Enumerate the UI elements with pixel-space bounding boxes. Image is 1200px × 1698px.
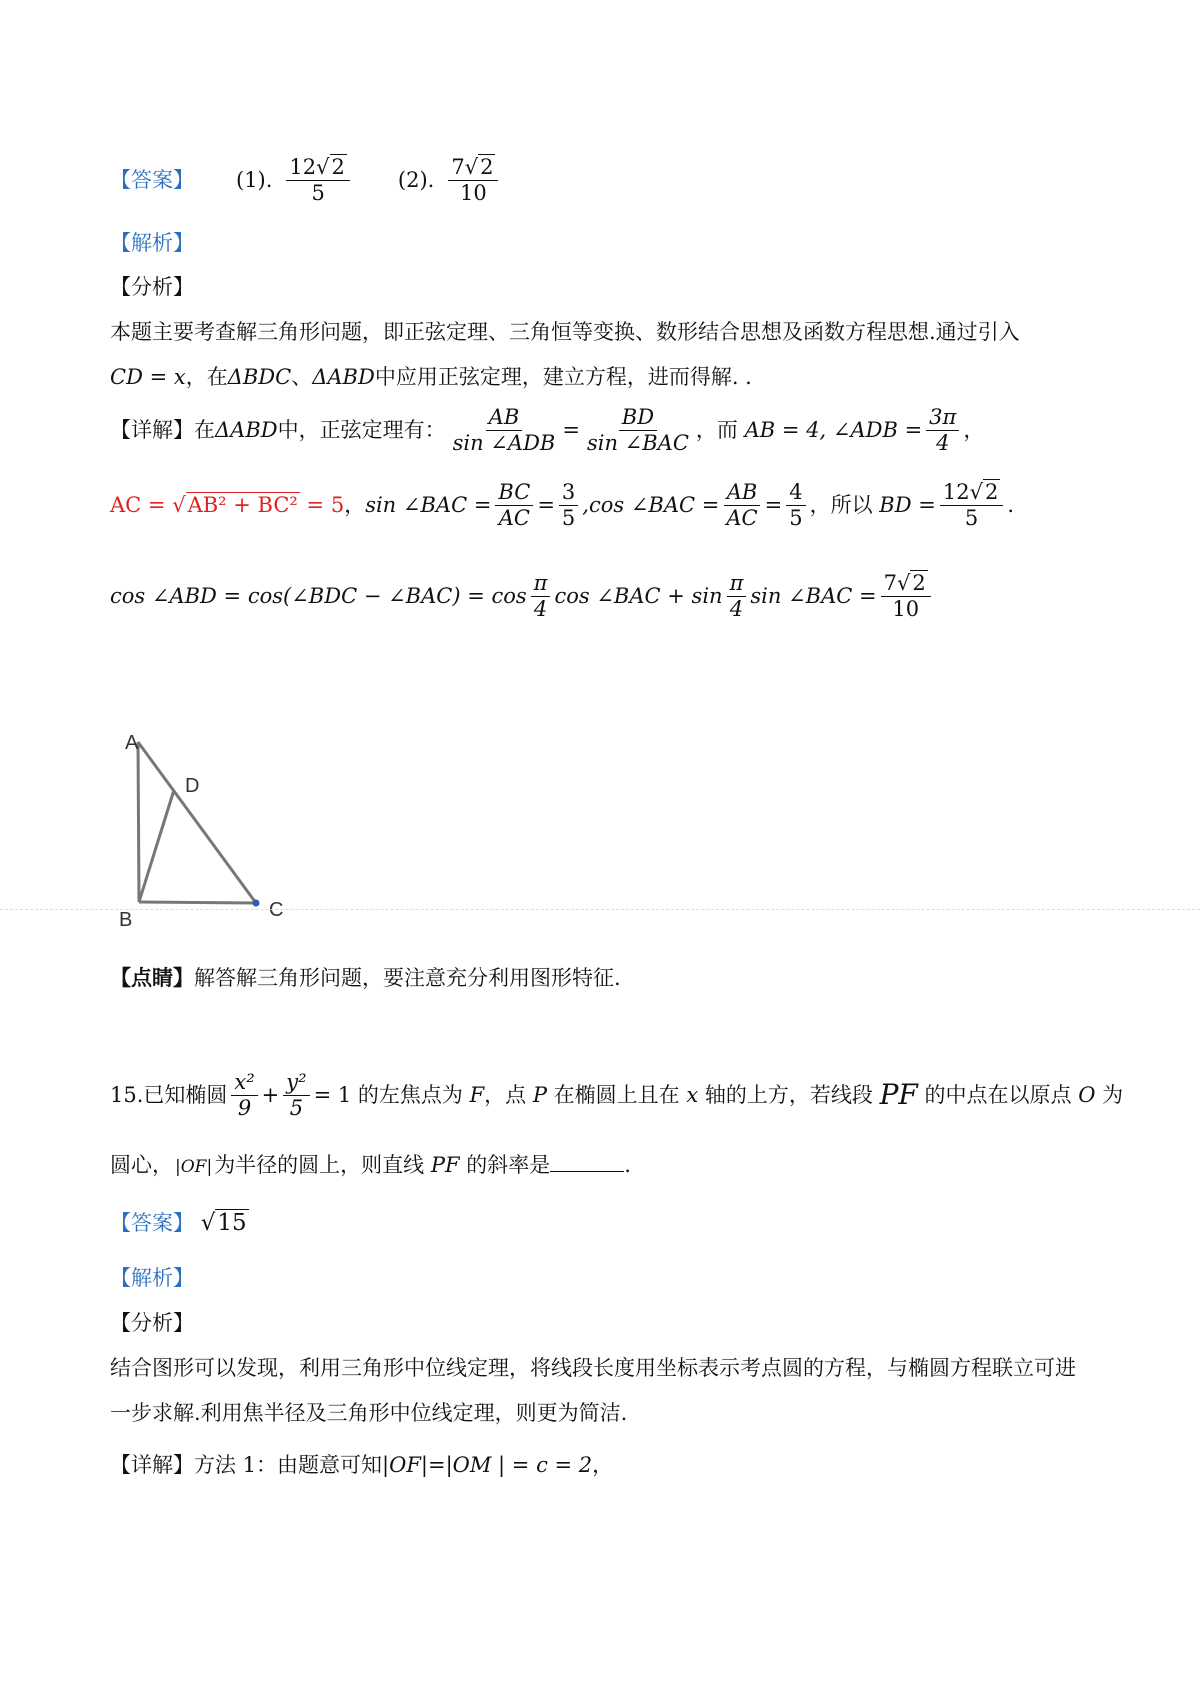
ac-formula-red: AC = √AB² + BC² = 5: [110, 493, 345, 517]
point-c: [253, 900, 260, 907]
fenxi-text-15-line1: 结合图形可以发现，利用三角形中位线定理，将线段长度用坐标表示考点圆的方程，与椭圆方程联立可进: [110, 1356, 1076, 1380]
answer-2-prefix: (2).: [397, 168, 435, 192]
answer-line-15: 【答案】 √15: [110, 1210, 247, 1236]
question-15-line1: 15.已知椭圆 $\frac{\text{x²}}{9}$ + $\frac{\text{y²}}{5}$ = 1 的左焦点为 F ，点 P 在椭圆上且在 x 轴的上方，若线段 PF 的中点在以原点 O 为: [110, 1070, 1124, 1120]
label-b: B: [119, 909, 133, 930]
answer-2-fraction: $\frac{7√2}{10}$: [448, 155, 498, 204]
fraction-cos-abd-value: $\frac{7√2}{10}$: [881, 571, 931, 620]
xiangjie-14-line2: AC = √AB² + BC² = 5 ， sin ∠BAC = $\frac{BC}{AC}$ = $\frac{3}{5}$ ,cos ∠BAC = $\frac{AB}{AC}$ = $\frac{4}{5}$ ，所以 BD = $\frac{12√2}{5}$ .: [110, 480, 1015, 530]
xiangjie-14-line3: cos ∠ABD = cos(∠BDC − ∠BAC) = cos $\frac{\pi}{4}$ cos ∠BAC + sin $\frac{\pi}{4}$ sin ∠BAC = $\frac{7√2}{10}$: [110, 566, 935, 626]
xiangjie-tag-15: 【详解】: [110, 1453, 194, 1477]
xiangjie-14-line1: 【详解】 在 ΔABD 中，正弦定理有： $\frac{AB}{\text{sin ∠ADB}}$ = $\frac{BD}{\text{sin ∠BAC}}$ ，而 AB = 4, ∠ADB = $\frac{3\pi}{4}$ ，: [110, 405, 985, 455]
dianjing-14: 【点睛】解答解三角形问题，要注意充分利用图形特征.: [110, 965, 621, 990]
label-a: A: [125, 732, 139, 754]
fraction-3pi-over-4: $\frac{3\pi}{4}$: [926, 405, 959, 454]
fenxi-text-15-line2: 一步求解.利用焦半径及三角形中位线定理，则更为简洁.: [110, 1401, 628, 1425]
label-c: C: [269, 899, 284, 921]
answer-blank: [550, 1151, 624, 1172]
fraction-bd-value: $\frac{12√2}{5}$: [940, 480, 1004, 529]
question-15-line2: 圆心， |OF|为半径的圆上，则直线 PF 的斜率是 .: [110, 1153, 631, 1177]
fraction-ab-over-sin-adb: $\frac{AB}{\text{sin ∠ADB}}$: [452, 405, 556, 455]
answer-1-fraction: $\frac{12√2}{5}$: [286, 155, 350, 204]
segment-bc: [139, 902, 256, 903]
segment-bd: [139, 790, 174, 902]
label-d: D: [185, 775, 200, 797]
xiangjie-15: 【详解】方法 1：由题意可知|OF|=|OM | = c = 2，: [110, 1453, 614, 1477]
segment-ac: [138, 742, 256, 903]
fenxi-text-14-line1: 本题主要考查解三角形问题，即正弦定理、三角恒等变换、数形结合思想及函数方程思想.通过引入: [110, 320, 1020, 344]
xiangjie-tag-14: 【详解】: [110, 418, 194, 442]
fraction-bd-over-sin-bac: $\frac{BD}{\text{sin ∠BAC}}$: [586, 405, 689, 455]
answer-tag-15: 【答案】: [110, 1211, 194, 1235]
segment-ab: [138, 742, 139, 902]
jiexi-tag-14: 【解析】: [110, 231, 194, 255]
jiexi-tag-15: 【解析】: [110, 1266, 194, 1290]
answer-1-prefix: (1).: [236, 168, 273, 192]
answer-line-14: [110, 150, 502, 210]
fenxi-tag-14: 【分析】: [110, 275, 194, 299]
dianjing-tag: 【点睛】: [110, 965, 194, 990]
triangle-figure: [105, 725, 305, 930]
answer-tag: 【答案】: [110, 168, 194, 192]
fenxi-tag-15: 【分析】: [110, 1311, 194, 1335]
page-divider: [0, 909, 1200, 910]
fenxi-text-14-line2: CD = x，在ΔBDC、ΔABD中应用正弦定理，建立方程，进而得解. .: [110, 365, 752, 389]
